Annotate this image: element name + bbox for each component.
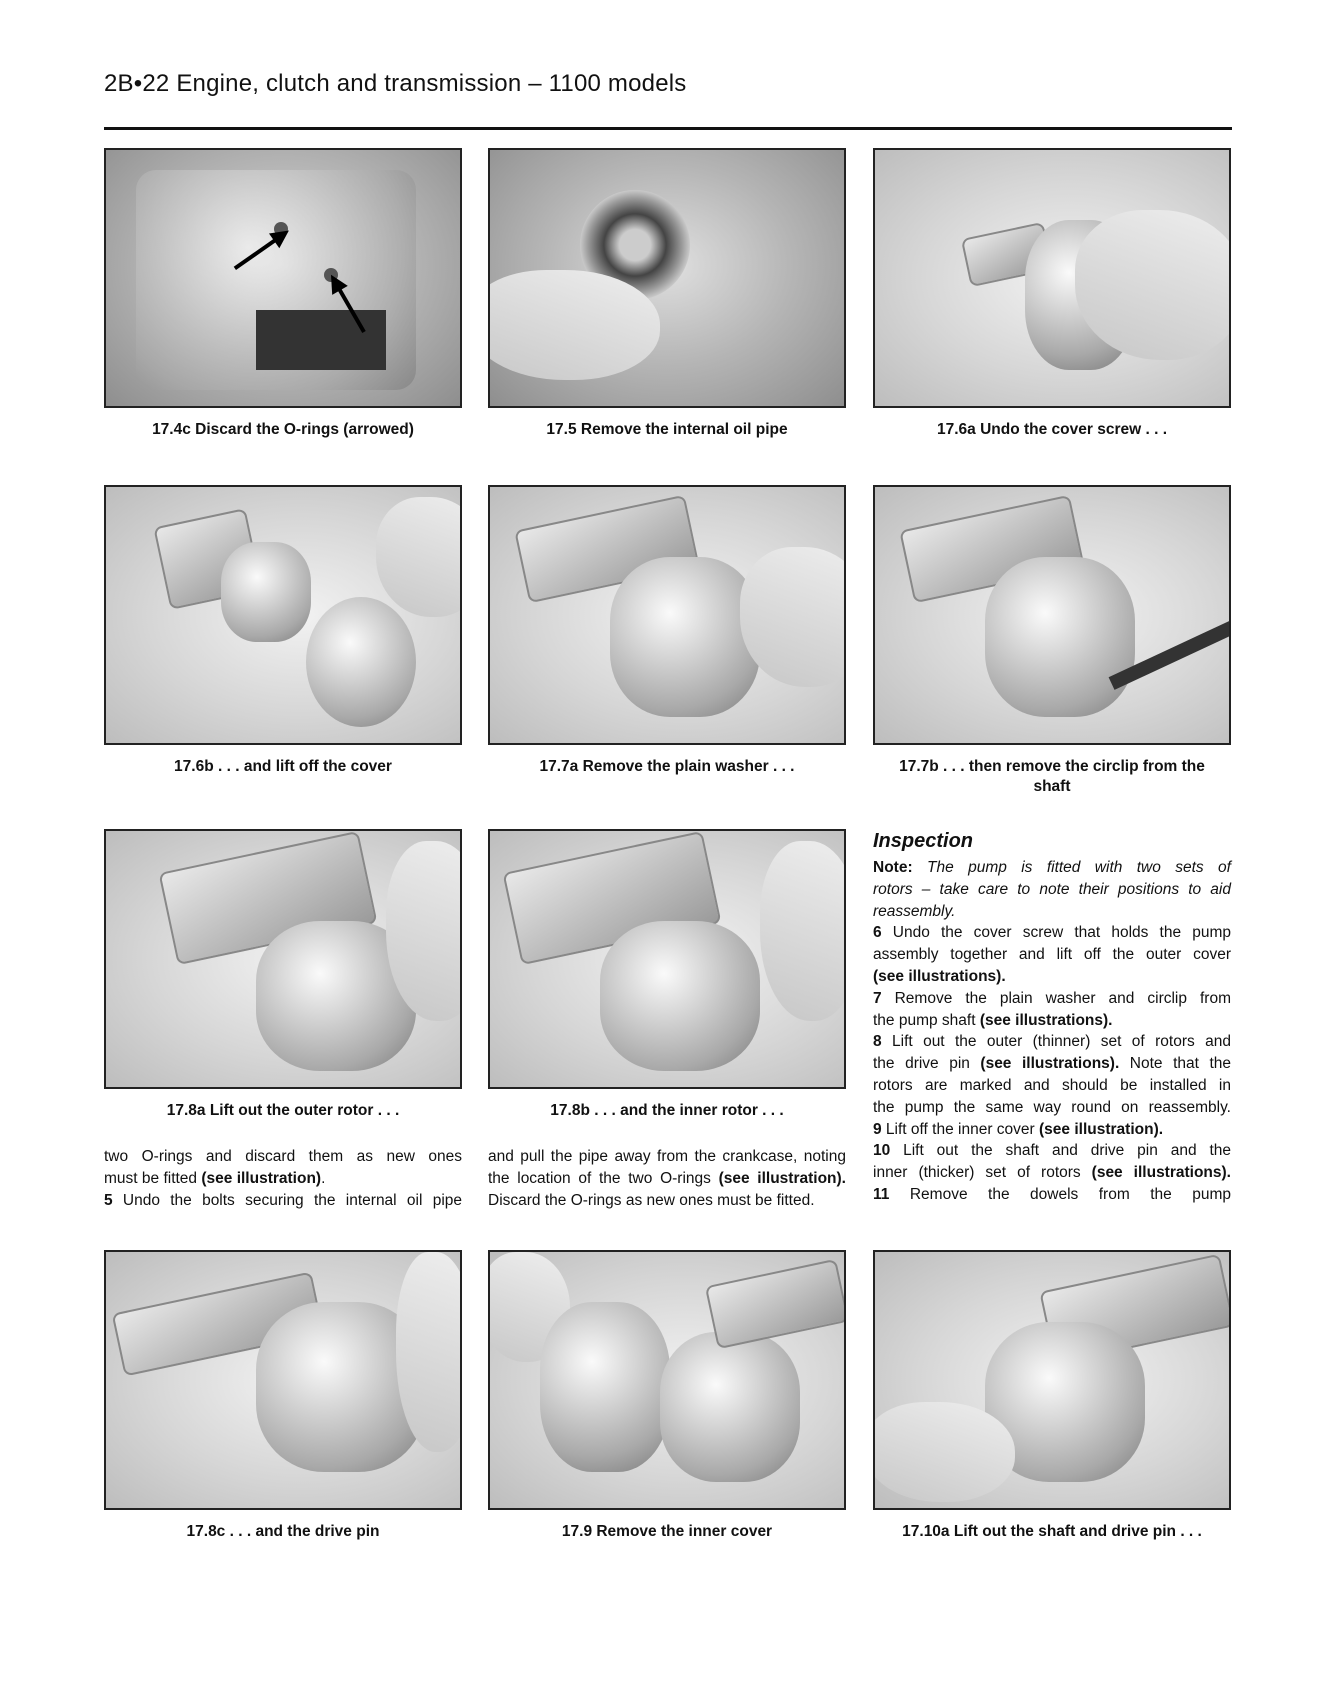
- text: Lift off the inner cover: [881, 1120, 1040, 1138]
- text: the drive pin: [873, 1055, 981, 1073]
- figure-17-10a: [873, 1250, 1231, 1542]
- figure-caption: 17.7a Remove the plain washer . . .: [539, 758, 795, 775]
- bold-text: (see illustrations).: [980, 1055, 1120, 1073]
- text: the location of the two O-rings: [488, 1169, 719, 1187]
- text-line: [873, 1097, 1231, 1119]
- text-line: [873, 1031, 1231, 1053]
- text-line: [873, 901, 1231, 923]
- figure-17-8c: [104, 1250, 462, 1542]
- figure-17-9: [488, 1250, 846, 1542]
- text-line: [873, 944, 1231, 966]
- italic-text: The pump is fitted with two sets of: [912, 859, 1231, 876]
- bold-text: (see illustrations).: [1091, 1164, 1231, 1182]
- text-line: [104, 1168, 462, 1190]
- bold-text: 6: [873, 924, 882, 942]
- figure-caption: [873, 757, 1231, 797]
- bold-text: Note:: [873, 859, 913, 876]
- photo-plain-washer: [488, 485, 846, 745]
- page-header: 2B•22 Engine, clutch and transmission – 1100 models: [104, 70, 687, 97]
- figure-caption: 17.6a Undo the cover screw . . .: [936, 421, 1167, 438]
- italic-text: rotors – take care to note their positions to aid: [873, 880, 1231, 898]
- text: Undo the bolts securing the internal oil pipe: [112, 1191, 462, 1209]
- figure-caption: 17.6b . . . and lift off the cover: [174, 758, 392, 775]
- bold-text: (see illustration).: [1039, 1120, 1164, 1138]
- text: .: [321, 1169, 326, 1187]
- figure-17-8b: [488, 829, 846, 1121]
- text-line: [873, 1075, 1231, 1097]
- photo-outer-rotor: [104, 829, 462, 1089]
- photo-inner-cover: [488, 1250, 846, 1510]
- figure-17-6a: [873, 148, 1231, 440]
- text: must be fitted: [104, 1169, 202, 1187]
- text: and pull the pipe away from the crankcase, noting: [488, 1148, 846, 1165]
- photo-shaft-drive-pin: [873, 1250, 1231, 1510]
- caption-line: shaft: [1033, 778, 1071, 795]
- italic-text: reassembly.: [873, 902, 956, 920]
- text: Discard the O-rings as new ones must be fitted.: [488, 1191, 815, 1209]
- figure-caption: 17.4c Discard the O-rings (arrowed): [152, 421, 414, 438]
- text-line: [873, 1162, 1231, 1184]
- text: inner (thicker) set of rotors: [873, 1164, 1092, 1182]
- text-line: [488, 1146, 846, 1168]
- bold-text: 10: [873, 1142, 891, 1160]
- figure-caption: 17.10a Lift out the shaft and drive pin . . .: [902, 1523, 1202, 1540]
- photo-lift-cover: [104, 485, 462, 745]
- text-line: [873, 857, 1231, 879]
- text: Lift out the outer (thinner) set of rotors and: [881, 1033, 1231, 1051]
- section-heading-inspection: Inspection: [873, 830, 974, 852]
- text-line: [873, 1119, 1231, 1141]
- text: assembly together and lift off the outer cover: [873, 946, 1231, 964]
- figure-17-7b: [873, 485, 1231, 797]
- figure-17-6b: [104, 485, 462, 777]
- header-rule: [104, 127, 1232, 130]
- text-line: [873, 1184, 1231, 1206]
- text-line: [104, 1146, 462, 1168]
- text-line: [873, 922, 1231, 944]
- text: the pump shaft: [873, 1011, 980, 1029]
- text-line: [873, 1140, 1231, 1162]
- photo-internal-oil-pipe: [488, 148, 846, 408]
- figure-17-8a: [104, 829, 462, 1121]
- text: Remove the plain washer and circlip from: [881, 989, 1231, 1007]
- text: rotors are marked and should be installed in: [873, 1076, 1231, 1094]
- bold-text: 5: [104, 1191, 113, 1209]
- body-text-col3: [873, 828, 1231, 1206]
- bold-text: (see illustrations).: [979, 1011, 1113, 1029]
- bold-text: 11: [873, 1185, 890, 1203]
- figure-caption: 17.5 Remove the internal oil pipe: [546, 421, 788, 438]
- photo-circlip: [873, 485, 1231, 745]
- text-line: [873, 879, 1231, 901]
- bold-text: (see illustrations).: [873, 967, 1006, 985]
- bold-text: 7: [873, 989, 882, 1007]
- bold-text: (see illustration): [201, 1169, 322, 1187]
- figure-caption: 17.9 Remove the inner cover: [561, 1523, 773, 1540]
- photo-inner-rotor: [488, 829, 846, 1089]
- text: Lift out the shaft and drive pin and the: [890, 1142, 1231, 1160]
- text-line: [873, 1010, 1231, 1032]
- caption-line: 17.7b . . . then remove the circlip from the: [899, 758, 1205, 775]
- text-line: [488, 1168, 846, 1190]
- body-text-col2: [488, 1146, 846, 1211]
- bold-text: 8: [873, 1033, 882, 1051]
- text-line: [488, 1190, 846, 1212]
- inspection-steps: [873, 857, 1231, 1206]
- figure-caption: 17.8c . . . and the drive pin: [186, 1523, 380, 1540]
- figure-caption: 17.8b . . . and the inner rotor . . .: [550, 1102, 784, 1119]
- bold-text: (see illustration).: [718, 1169, 846, 1187]
- bold-text: 9: [873, 1120, 882, 1138]
- figure-17-4c: [104, 148, 462, 440]
- text: Note that the: [1119, 1055, 1231, 1073]
- figure-17-5: [488, 148, 846, 440]
- text-line: [873, 1053, 1231, 1075]
- figure-caption: 17.8a Lift out the outer rotor . . .: [166, 1102, 400, 1119]
- text-line: [873, 966, 1231, 988]
- body-text-col1: [104, 1146, 462, 1211]
- text-line: [104, 1190, 462, 1212]
- text: Remove the dowels from the pump: [889, 1185, 1231, 1203]
- text-line: [873, 988, 1231, 1010]
- photo-drive-pin: [104, 1250, 462, 1510]
- text: the pump the same way round on reassembly.: [873, 1098, 1231, 1116]
- photo-cover-screw: [873, 148, 1231, 408]
- figure-17-7a: [488, 485, 846, 777]
- text: two O-rings and discard them as new ones: [104, 1148, 462, 1165]
- photo-crankcase-orings: [104, 148, 462, 408]
- text: Undo the cover screw that holds the pump: [881, 924, 1231, 942]
